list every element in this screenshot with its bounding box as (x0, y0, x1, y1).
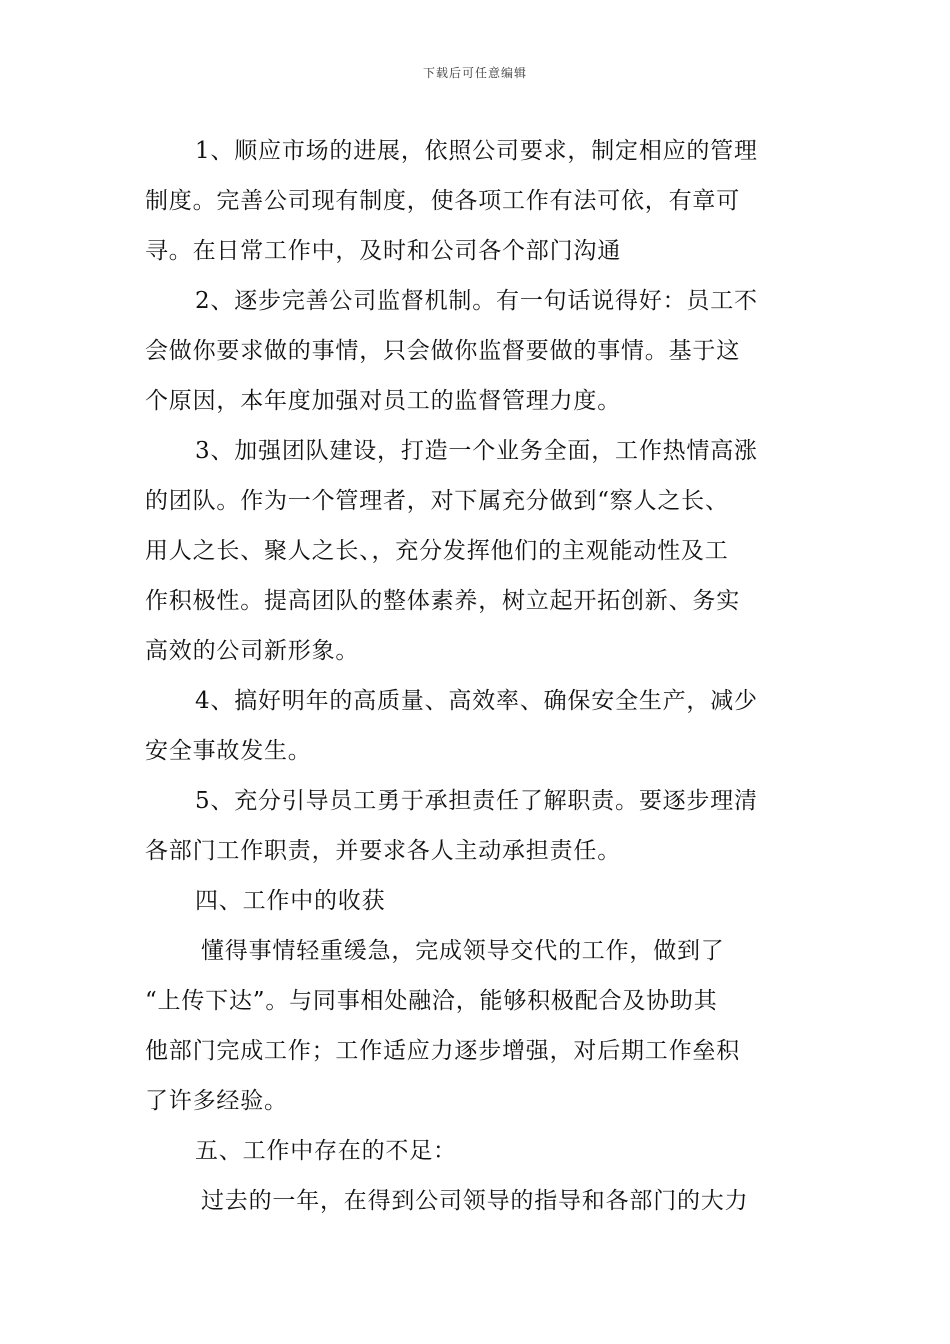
paragraph-1-line-1: 1、顺应市场的进展，依照公司要求，制定相应的管理 (195, 138, 758, 164)
paragraph-3-line-2: 的团队。作为一个管理者，对下属充分做到“察人之长、 (145, 488, 729, 514)
paragraph-1-line-2: 制度。完善公司现有制度，使各项工作有法可依，有章可 (145, 188, 740, 214)
paragraph-3-line-5: 高效的公司新形象。 (145, 638, 360, 664)
paragraph-3-line-4: 作积极性。提高团队的整体素养，树立起开拓创新、务实 (145, 588, 740, 614)
paragraph-4-line-2: 安全事故发生。 (145, 738, 312, 764)
paragraph-4-line-1: 4、搞好明年的高质量、高效率、确保安全生产，减少 (195, 688, 758, 714)
paragraph-2-line-1: 2、逐步完善公司监督机制。有一句话说得好：员工不 (195, 288, 758, 314)
document-body (145, 126, 810, 1226)
paragraph-5-line-1: 5、充分引导员工勇于承担责任了解职责。要逐步理清 (195, 788, 758, 814)
gains-line-4: 了许多经验。 (145, 1088, 288, 1114)
page-header: 下载后可任意编辑 (422, 66, 527, 80)
paragraph-3-line-3: 用人之长、聚人之长、，充分发挥他们的主观能动性及工 (145, 538, 729, 564)
paragraph-2-line-2: 会做你要求做的事情，只会做你监督要做的事情。基于这 (145, 338, 740, 364)
gains-line-1: 懂得事情轻重缓急，完成领导交代的工作，做到了 (201, 938, 725, 964)
gains-line-2: “上传下达”。与同事相处融洽，能够积极配合及协助其 (145, 988, 718, 1014)
section-heading-shortcomings: 五、工作中存在的不足： (195, 1138, 457, 1164)
paragraph-3-line-1: 3、加强团队建设，打造一个业务全面，工作热情高涨 (195, 438, 758, 464)
paragraph-5-line-2: 各部门工作职责，并要求各人主动承担责任。 (145, 838, 621, 864)
paragraph-1-line-3: 寻。在日常工作中，及时和公司各个部门沟通 (145, 238, 621, 264)
shortcomings-line-1: 过去的一年，在得到公司领导的指导和各部门的大力 (201, 1188, 749, 1214)
gains-line-3: 他部门完成工作；工作适应力逐步增强，对后期工作垒积 (145, 1038, 740, 1064)
section-heading-gains: 四、工作中的收获 (195, 888, 386, 914)
paragraph-2-line-3: 个原因，本年度加强对员工的监督管理力度。 (145, 388, 621, 414)
